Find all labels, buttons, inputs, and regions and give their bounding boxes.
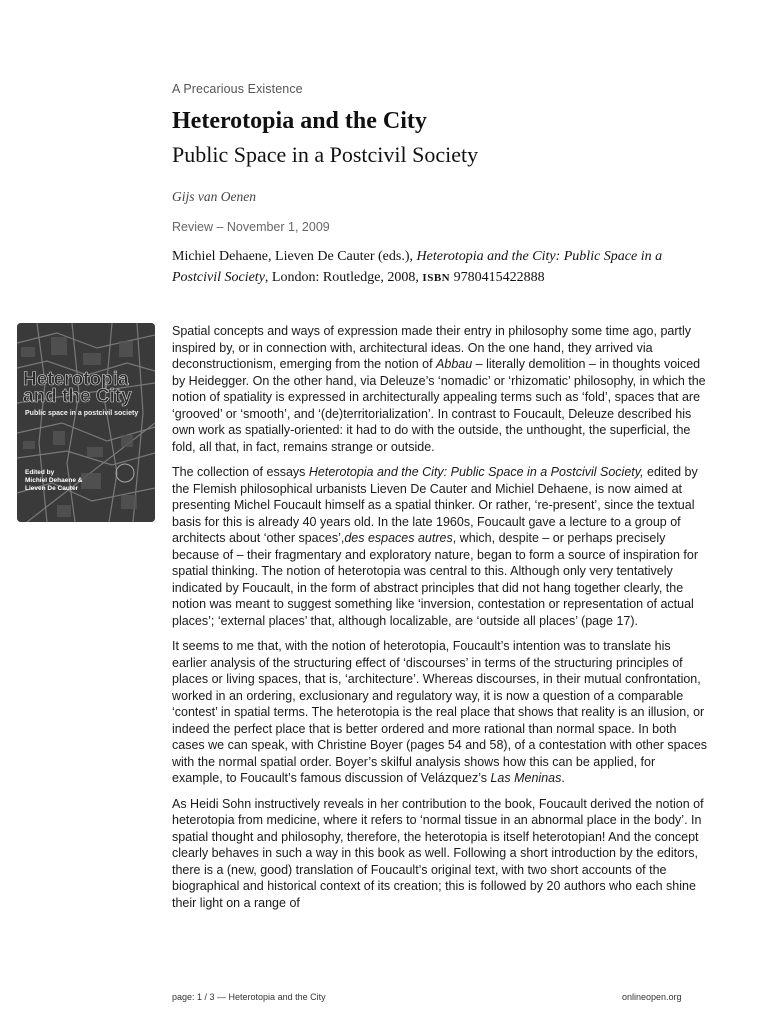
book-reference [172, 246, 712, 289]
cover-title: Heterotopia and the City [23, 369, 132, 407]
page-footer-info: page: 1 / 3 — Heterotopia and the City [172, 992, 326, 1002]
paragraph: Spatial concepts and ways of expression made their entry in philosophy some time ago, partly inspired by, or in connection with, architectural ideas. On the one hand, they arrived via deconstructionism, emerging from the notion of Abbau – literally demolition – in thoughts voiced by Heidegger. On the other hand, via Deleuze’s ‘nomadic’ or ‘rhizomatic’ philosophy, in which the notion of spatiality is expressed in architecturally appealing terms such as ‘fold’, spaces that are ‘grooved’ or ‘smooth’, and ‘(de)territorialization’. In contrast to Foucault, Deleuze described his own work as spatially-oriented: it had to do with the outside, the unthought, the superficial, the fold, all that, in fact, remains strange or outside. [172, 324, 706, 454]
paragraph: As Heidi Sohn instructively reveals in her contribution to the book, Foucault derived the notion of heterotopia from medicine, where it refers to ‘normal tissue in an abnormal place in the body’. In spatial thought and philosophy, therefore, the heterotopia is itself heterotopian! And the concept clearly behaves in such a way in this book as well. Following a short introduction by the editors, there is a (new, good) translation of Foucault’s original text, with two short accounts of the biographical and historical context of its creation; this is followed by 20 authors who each shine their light on a range of [172, 796, 704, 910]
paragraph: The collection of essays Heterotopia and the City: Public Space in a Postcivil Society, edited by the Flemish philosophical urbanists Lieven De Cauter and Michiel Dehaene, is now aimed at presenting Michel Foucault himself as a spatial thinker. Or rather, ‘re-present’, since the textual basis for this is already 40 years old. In the late 1960s, Foucault gave a lecture to a group of architects about ‘other spaces’,des espaces autres, which, despite – or perhaps precisely because of – their fragmentary and exploratory nature, began to form a source of inspiration for spatial thinking. The notion of heterotopia was central to this. Although only very tentatively indicated by Foucault, in the form of abstract principles that did not hang together clearly, the notion was meant to suggest something like ‘inversion, contestation or representation of actual places’; ‘external places’ that, although localizable, are ‘outside all places’ (page 17). [172, 465, 698, 628]
cover-subtitle: Public space in a postcivil society [25, 410, 139, 417]
article-meta: Review – November 1, 2009 [172, 220, 330, 234]
reference-publisher: , London: Routledge, 2008, [264, 270, 419, 285]
reference-editors: Michiel Dehaene, Lieven De Cauter (eds.), [172, 249, 414, 264]
reference-book-title: Heterotopia and the City: Public Space in a Postcivil Society [172, 249, 663, 285]
cover-editors: Edited by Michiel Dehaene & Lieven De Cauter [25, 469, 83, 492]
author-name: Gijs van Oenen [172, 189, 256, 204]
article-title: Heterotopia and the City [172, 108, 427, 134]
series-title: A Precarious Existence [172, 82, 303, 96]
reference-isbn-label: ISBN [422, 272, 451, 284]
article-subtitle: Public Space in a Postcivil Society [172, 142, 479, 167]
site-link[interactable]: onlineopen.org [622, 992, 682, 1002]
reference-isbn: 9780415422888 [453, 270, 545, 285]
paragraph: It seems to me that, with the notion of heterotopia, Foucault’s intention was to translate his earlier analysis of the structuring effect of ‘discourses’ in terms of the structuring principles of places or living spaces, that is, ‘architecture’. Whereas discourses, in their mutual confrontation, worked in an ordering, exclusionary and regulatory way, it is now a question of a comparable ‘contest’ in spatial terms. The heterotopia is the real place that shows that reality is an illusion, or indeed the perfect place that is better ordered and more rational than normal space. In both cases we can speak, with Christine Boyer (pages 54 and 58), of a contestation with other spaces with the normal spatial order. Boyer’s skilful analysis shows how this can be applied, for example, to Foucault’s famous discussion of Velázquez’s Las Meninas. [172, 639, 708, 785]
book-cover-image [17, 323, 155, 522]
article-body [172, 323, 708, 920]
